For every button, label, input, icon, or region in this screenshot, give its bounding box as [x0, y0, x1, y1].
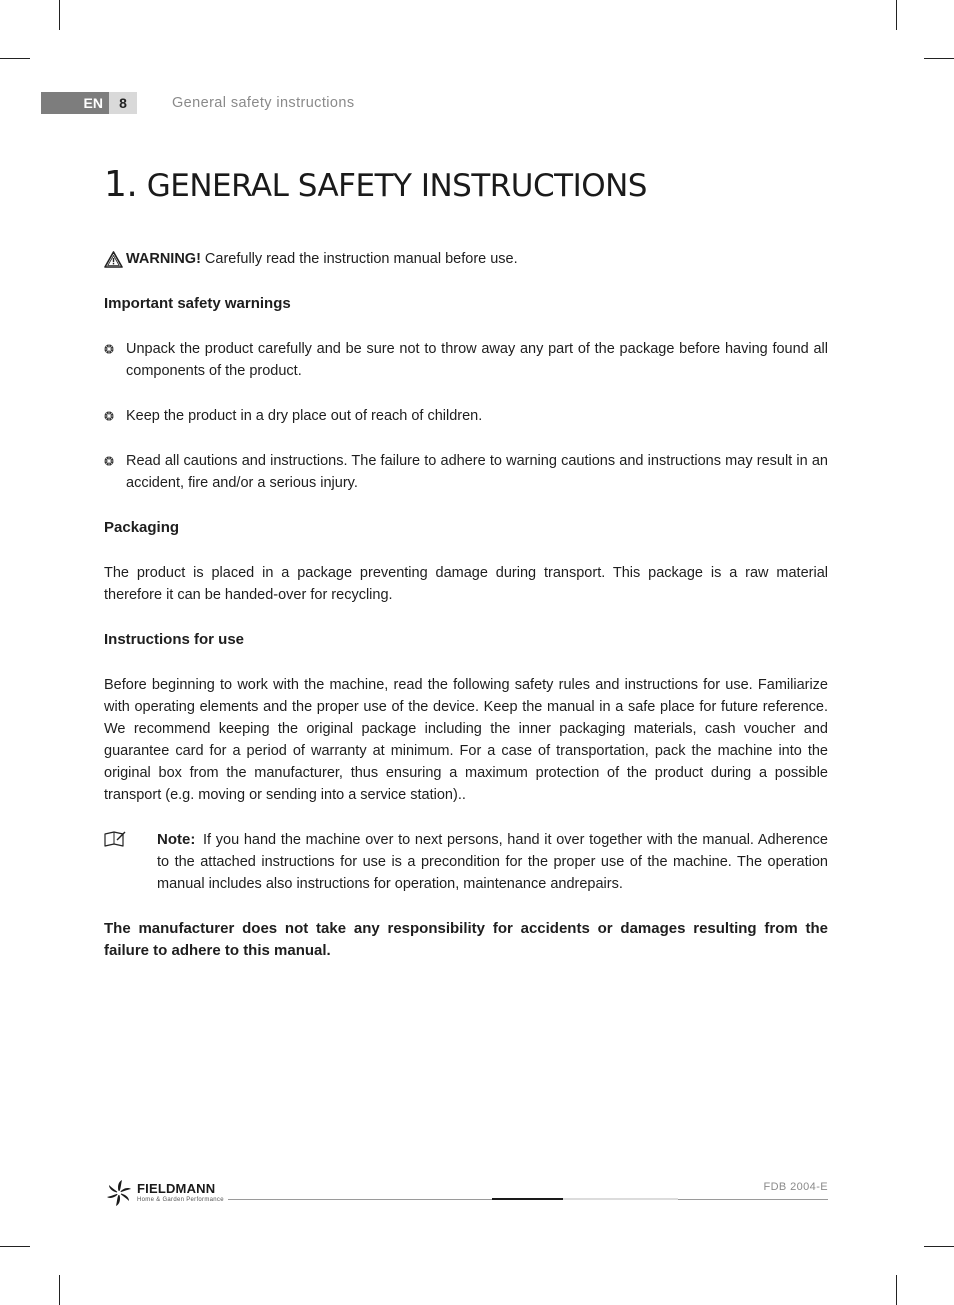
instructions-paragraph: Before beginning to work with the machine, read the following safety rules and instructions for use. Familiarize with operating elements and the proper use of the device. Keep the manual in a safe place for future reference. We recommend keeping the original package including the inner packaging materials, cash voucher and guarantee card for a period of warranty at minimum. For a case of transportation, pack the machine into the original box from the manufacturer, thus ensuring a maximum protection of the product during a possible transport (e.g. moving or sending into a service station).. — [104, 677, 828, 803]
page-tab — [41, 92, 137, 114]
crop-mark — [0, 58, 30, 59]
flower-bullet-icon — [104, 411, 114, 421]
section-number: 1. — [104, 164, 138, 205]
bullet-text: Read all cautions and instructions. The failure to adhere to warning cautions and instructions may result in an accident, fire and/or a serious injury. — [126, 453, 828, 491]
running-title: General safety instructions — [172, 95, 355, 111]
main-content — [104, 248, 828, 962]
disclaimer: The manufacturer does not take any responsibility for accidents or damages resulting from the failure to adhere to this manual. — [104, 920, 828, 959]
packaging-heading: Packaging — [104, 519, 180, 536]
warning-text: Carefully read the instruction manual before use. — [204, 251, 518, 267]
important-warnings-heading: Important safety warnings — [104, 295, 291, 312]
list-item — [104, 405, 828, 427]
crop-mark — [896, 0, 897, 30]
language-code: EN — [41, 92, 109, 114]
page-number: 8 — [109, 92, 137, 114]
warning-line — [104, 248, 828, 270]
footer-rule-accent — [492, 1198, 563, 1200]
flower-bullet-icon — [104, 344, 114, 354]
packaging-paragraph: The product is placed in a package preventing damage during transport. This package is a raw material therefore it can be handed-over for recycling. — [104, 565, 828, 603]
note-book-icon — [104, 831, 126, 847]
page-title — [104, 164, 647, 205]
crop-mark — [924, 1246, 954, 1247]
page-footer — [104, 1176, 828, 1208]
note-block — [104, 829, 828, 895]
crop-mark — [59, 1275, 60, 1305]
fan-logo-icon — [104, 1178, 134, 1208]
section-title: GENERAL SAFETY INSTRUCTIONS — [146, 168, 647, 204]
brand-logo — [104, 1178, 224, 1208]
crop-mark — [0, 1246, 30, 1247]
crop-mark — [59, 0, 60, 30]
note-text: If you hand the machine over to next persons, hand it over together with the manual. Adherence to the attached instructions for use is a precondition for the proper use of the machine. The operation manual includes also instructions for operation, maintenance andrepairs. — [157, 832, 828, 892]
list-item — [104, 450, 828, 494]
model-code: FDB 2004-E — [763, 1181, 828, 1193]
note-text-wrap — [157, 829, 828, 895]
footer-rule-light — [563, 1198, 678, 1200]
brand-name: FIELDMANN — [137, 1181, 216, 1196]
brand-tagline: Home & Garden Performance — [137, 1197, 224, 1203]
warning-triangle-icon — [104, 251, 123, 268]
crop-mark — [924, 58, 954, 59]
bullet-text: Unpack the product carefully and be sure not to throw away any part of the package before having found all components of the product. — [126, 341, 828, 379]
flower-bullet-icon — [104, 456, 114, 466]
footer-rule-end — [678, 1199, 828, 1200]
bullet-text: Keep the product in a dry place out of reach of children. — [126, 408, 483, 424]
note-label: Note: — [157, 831, 196, 848]
safety-warnings-list — [104, 338, 828, 494]
instructions-heading: Instructions for use — [104, 631, 245, 648]
footer-rule — [228, 1199, 492, 1200]
crop-mark — [896, 1275, 897, 1305]
list-item — [104, 338, 828, 382]
warning-label: WARNING! — [126, 251, 201, 267]
